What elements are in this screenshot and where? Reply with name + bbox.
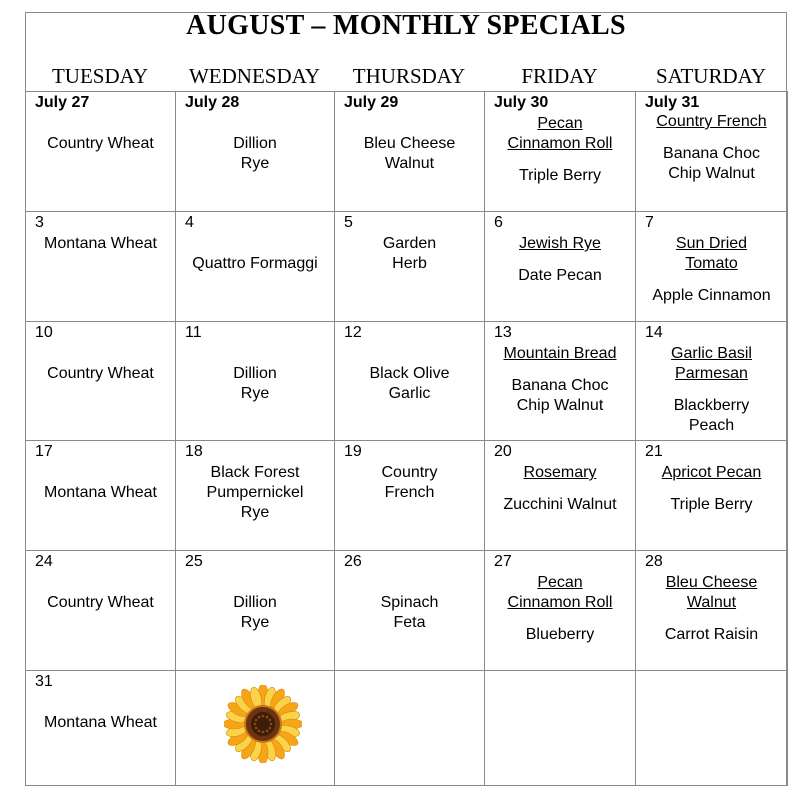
bread-item: Garden Herb bbox=[382, 235, 437, 272]
special-items bbox=[636, 344, 787, 436]
bread-item: Bleu Cheese Walnut bbox=[363, 135, 456, 172]
day-cell-thursday bbox=[335, 551, 485, 671]
date-label: 17 bbox=[35, 443, 53, 460]
date-label: 7 bbox=[645, 214, 654, 231]
date-label: 12 bbox=[344, 324, 362, 341]
day-cell-friday bbox=[485, 92, 636, 212]
bread-item: Blueberry bbox=[525, 626, 595, 643]
date-label: July 30 bbox=[494, 94, 549, 111]
bread-item: Blackberry Peach bbox=[673, 397, 750, 434]
day-cell-saturday bbox=[636, 92, 788, 212]
day-cell-friday bbox=[485, 671, 636, 786]
date-label: 10 bbox=[35, 324, 53, 341]
special-items bbox=[335, 463, 484, 503]
day-cell-friday bbox=[485, 212, 636, 322]
special-items bbox=[176, 463, 334, 523]
special-items bbox=[485, 234, 635, 286]
day-cell-thursday bbox=[335, 322, 485, 441]
day-header-wednesday: WEDNESDAY bbox=[188, 64, 321, 88]
date-label: 28 bbox=[645, 553, 663, 570]
bread-item: Montana Wheat bbox=[44, 235, 157, 252]
bread-item: Spinach Feta bbox=[380, 594, 439, 631]
day-cell-tuesday bbox=[26, 551, 176, 671]
day-header-friday: FRIDAY bbox=[521, 64, 598, 88]
week-row bbox=[26, 322, 788, 441]
day-header-thursday: THURSDAY bbox=[352, 64, 466, 88]
day-cell-tuesday bbox=[26, 212, 176, 322]
special-items bbox=[636, 112, 787, 184]
date-label: 20 bbox=[494, 443, 512, 460]
bread-item: Country Wheat bbox=[47, 135, 154, 152]
day-cell-wednesday bbox=[176, 551, 335, 671]
date-label: 11 bbox=[185, 324, 202, 341]
date-label: 3 bbox=[35, 214, 44, 231]
bread-item: Triple Berry bbox=[518, 167, 602, 184]
day-cell-friday bbox=[485, 441, 636, 551]
calendar-grid bbox=[25, 91, 788, 786]
bread-item: Dillion Rye bbox=[233, 365, 277, 402]
special-items bbox=[26, 593, 175, 613]
bread-item: Dillion Rye bbox=[233, 594, 277, 631]
featured-bread-item: Country French bbox=[656, 113, 767, 130]
bread-item: Apple Cinnamon bbox=[652, 287, 771, 304]
day-cell-tuesday bbox=[26, 441, 176, 551]
date-label: 31 bbox=[35, 673, 53, 690]
date-label: July 28 bbox=[185, 94, 240, 111]
day-cell-wednesday bbox=[176, 92, 335, 212]
day-header-tuesday: TUESDAY bbox=[51, 64, 149, 88]
special-items bbox=[636, 463, 787, 515]
date-label: 14 bbox=[645, 324, 663, 341]
date-label: 5 bbox=[344, 214, 353, 231]
special-items bbox=[26, 483, 175, 503]
bread-item: Triple Berry bbox=[670, 496, 753, 513]
special-items bbox=[26, 134, 175, 154]
featured-bread-item: Apricot Pecan bbox=[661, 464, 762, 481]
special-items bbox=[335, 134, 484, 174]
date-label: 6 bbox=[494, 214, 503, 231]
special-items bbox=[26, 234, 175, 254]
date-label: July 27 bbox=[35, 94, 90, 111]
bread-item: Quattro Formaggi bbox=[192, 255, 318, 272]
week-row bbox=[26, 551, 788, 671]
special-items bbox=[485, 344, 635, 416]
day-cell-friday bbox=[485, 322, 636, 441]
date-label: 24 bbox=[35, 553, 53, 570]
date-label: July 31 bbox=[645, 94, 700, 111]
bread-item: Date Pecan bbox=[518, 267, 602, 284]
day-cell-saturday bbox=[636, 441, 788, 551]
special-items bbox=[485, 463, 635, 515]
day-cell-thursday bbox=[335, 671, 485, 786]
day-cell-thursday bbox=[335, 212, 485, 322]
day-cell-saturday bbox=[636, 551, 788, 671]
day-cell-saturday bbox=[636, 322, 788, 441]
day-header-saturday: SATURDAY bbox=[655, 64, 767, 88]
special-items bbox=[335, 364, 484, 404]
bread-item: Montana Wheat bbox=[44, 714, 157, 731]
bread-item: Montana Wheat bbox=[44, 484, 157, 501]
day-cell-wednesday bbox=[176, 671, 335, 786]
special-items bbox=[485, 114, 635, 186]
special-items bbox=[335, 234, 484, 274]
day-cell-tuesday bbox=[26, 671, 176, 786]
day-cell-tuesday bbox=[26, 92, 176, 212]
week-row bbox=[26, 671, 788, 786]
special-items bbox=[636, 234, 787, 306]
date-label: 26 bbox=[344, 553, 362, 570]
bread-item: Black Olive Garlic bbox=[369, 365, 450, 402]
day-cell-tuesday bbox=[26, 322, 176, 441]
day-cell-wednesday bbox=[176, 322, 335, 441]
day-cell-thursday bbox=[335, 92, 485, 212]
day-cell-saturday bbox=[636, 671, 788, 786]
bread-item: Country Wheat bbox=[47, 365, 154, 382]
bread-item: Zucchini Walnut bbox=[503, 496, 617, 513]
day-cell-thursday bbox=[335, 441, 485, 551]
special-items bbox=[26, 713, 175, 733]
featured-bread-item: Jewish Rye bbox=[519, 235, 601, 252]
date-label: 27 bbox=[494, 553, 512, 570]
day-cell-saturday bbox=[636, 212, 788, 322]
special-items bbox=[485, 573, 635, 645]
featured-bread-item: Pecan Cinnamon Roll bbox=[507, 574, 613, 611]
bread-item: Banana Choc Chip Walnut bbox=[511, 377, 609, 414]
featured-bread-item: Sun Dried Tomato bbox=[675, 235, 748, 272]
sunflower-icon bbox=[224, 685, 302, 763]
day-cell-friday bbox=[485, 551, 636, 671]
date-label: 19 bbox=[344, 443, 362, 460]
featured-bread-item: Garlic Basil Parmesan bbox=[671, 345, 752, 382]
week-row bbox=[26, 92, 788, 212]
featured-bread-item: Bleu Cheese Walnut bbox=[665, 574, 758, 611]
week-row bbox=[26, 212, 788, 322]
special-items bbox=[176, 254, 334, 274]
bread-item: Black Forest Pumpernickel Rye bbox=[206, 464, 304, 521]
bread-item: Banana Choc Chip Walnut bbox=[663, 145, 760, 182]
day-cell-wednesday bbox=[176, 441, 335, 551]
bread-item: Carrot Raisin bbox=[664, 626, 759, 643]
featured-bread-item: Rosemary bbox=[523, 464, 597, 481]
featured-bread-item: Mountain Bread bbox=[503, 345, 617, 362]
day-cell-wednesday bbox=[176, 212, 335, 322]
special-items bbox=[176, 593, 334, 633]
special-items bbox=[176, 364, 334, 404]
date-label: 18 bbox=[185, 443, 203, 460]
featured-bread-item: Pecan Cinnamon Roll bbox=[507, 115, 613, 152]
date-label: 21 bbox=[645, 443, 663, 460]
date-label: 4 bbox=[185, 214, 194, 231]
bread-item: Country French bbox=[381, 464, 438, 501]
special-items bbox=[26, 364, 175, 384]
date-label: 25 bbox=[185, 553, 203, 570]
bread-item: Dillion Rye bbox=[233, 135, 277, 172]
bread-item: Country Wheat bbox=[47, 594, 154, 611]
special-items bbox=[176, 134, 334, 174]
special-items bbox=[335, 593, 484, 633]
date-label: 13 bbox=[494, 324, 512, 341]
special-items bbox=[636, 573, 787, 645]
date-label: July 29 bbox=[344, 94, 399, 111]
week-row bbox=[26, 441, 788, 551]
page-title: AUGUST – MONTHLY SPECIALS bbox=[186, 10, 626, 41]
